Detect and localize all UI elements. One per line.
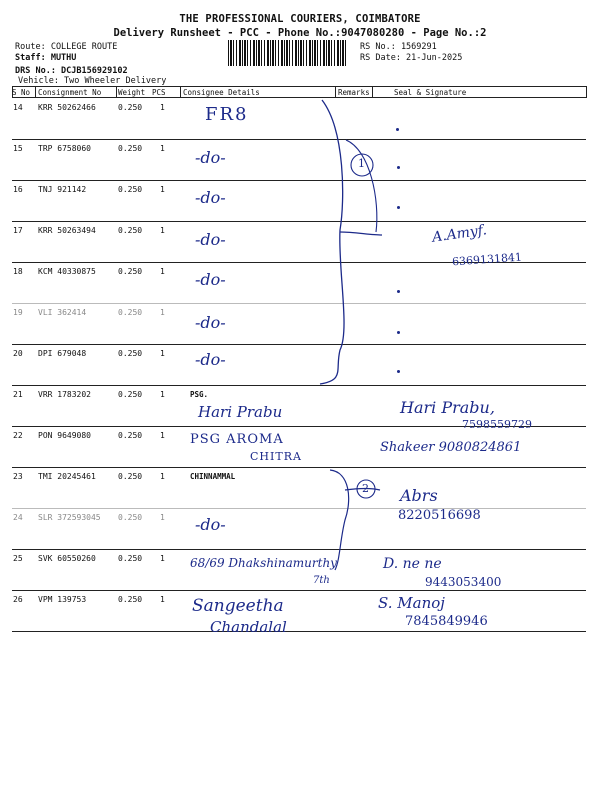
signature-row23: Abrs bbox=[400, 486, 438, 505]
row-consignment-no: DPI 679048 bbox=[38, 349, 87, 358]
consignee-handwritten: Chandalal bbox=[210, 618, 287, 636]
row-weight: 0.250 bbox=[118, 472, 143, 481]
ink-dot bbox=[397, 331, 400, 334]
consignee-typed: PSG. bbox=[190, 390, 209, 399]
ink-dot bbox=[397, 290, 400, 293]
row-pcs: 1 bbox=[160, 267, 165, 276]
row-weight: 0.250 bbox=[118, 103, 143, 112]
row-sno: 25 bbox=[13, 554, 23, 563]
route-label: Route: COLLEGE ROUTE bbox=[15, 42, 118, 52]
row-pcs: 1 bbox=[160, 431, 165, 440]
row-sno: 24 bbox=[13, 513, 23, 522]
row-weight: 0.250 bbox=[118, 308, 143, 317]
row-sno: 18 bbox=[13, 267, 23, 276]
row-consignment-no: PON 9649080 bbox=[38, 431, 91, 440]
ink-dot bbox=[397, 370, 400, 373]
drs-number: DRS No.: DCJB156929102 bbox=[15, 66, 128, 76]
row-pcs: 1 bbox=[160, 103, 165, 112]
row-consignment-no: KCM 40330875 bbox=[38, 267, 96, 276]
col-sno: S No bbox=[12, 88, 31, 97]
signature-row17: A.Amyf. bbox=[431, 222, 488, 246]
group-marker-1: 1 bbox=[358, 157, 365, 170]
row-consignment-no: TMI 20245461 bbox=[38, 472, 96, 481]
row-weight: 0.250 bbox=[118, 267, 143, 276]
row-consignment-no: KRR 50263494 bbox=[38, 226, 96, 235]
row-weight: 0.250 bbox=[118, 185, 143, 194]
row-pcs: 1 bbox=[160, 144, 165, 153]
row-pcs: 1 bbox=[160, 390, 165, 399]
row-pcs: 1 bbox=[160, 349, 165, 358]
col-seal-signature: Seal & Signature bbox=[394, 88, 467, 97]
phone-row25: 9443053400 bbox=[425, 575, 502, 589]
col-weight: Weight bbox=[118, 88, 146, 97]
row-pcs: 1 bbox=[160, 513, 165, 522]
consignee-handwritten: PSG AROMA bbox=[190, 432, 284, 447]
col-pcs: PCS bbox=[152, 88, 166, 97]
signature-row25: D. ne ne bbox=[383, 556, 442, 572]
row-sno: 14 bbox=[13, 103, 23, 112]
consignee-handwritten: Sangeetha bbox=[192, 596, 284, 616]
phone-row23: 8220516698 bbox=[398, 508, 481, 523]
handwritten-ditto: -do- bbox=[195, 515, 226, 534]
consignee-handwritten: 7th bbox=[313, 575, 330, 586]
row-weight: 0.250 bbox=[118, 595, 143, 604]
row-pcs: 1 bbox=[160, 185, 165, 194]
signature-row21: Hari Prabu, bbox=[400, 398, 495, 417]
row-sno: 16 bbox=[13, 185, 23, 194]
runsheet-title: THE PROFESSIONAL COURIERS, COIMBATORE bbox=[179, 13, 421, 25]
row-pcs: 1 bbox=[160, 472, 165, 481]
col-consignment: Consignment No bbox=[38, 88, 102, 97]
handwritten-ditto: -do- bbox=[195, 270, 226, 289]
handwritten-ditto: -do- bbox=[195, 313, 226, 332]
row-consignment-no: TRP 6758060 bbox=[38, 144, 91, 153]
row-weight: 0.250 bbox=[118, 349, 143, 358]
row-consignment-no: SVK 60550260 bbox=[38, 554, 96, 563]
row-sno: 22 bbox=[13, 431, 23, 440]
consignee-handwritten: Hari Prabu bbox=[198, 403, 283, 421]
signature-row22: Shakeer 9080824861 bbox=[380, 440, 522, 455]
staff-label: Staff: MUTHU bbox=[15, 53, 77, 63]
row-weight: 0.250 bbox=[118, 144, 143, 153]
row-weight: 0.250 bbox=[118, 226, 143, 235]
row-consignment-no: VLI 362414 bbox=[38, 308, 87, 317]
handwritten-ditto: -do- bbox=[195, 230, 226, 249]
row-weight: 0.250 bbox=[118, 513, 143, 522]
group-marker-2: 2 bbox=[362, 482, 369, 495]
col-consignee: Consignee Details bbox=[183, 88, 260, 97]
col-remarks: Remarks bbox=[338, 88, 370, 97]
phone-row21: 7598559729 bbox=[462, 418, 532, 431]
row-weight: 0.250 bbox=[118, 554, 143, 563]
row-pcs: 1 bbox=[160, 308, 165, 317]
row-consignment-no: VPM 139753 bbox=[38, 595, 87, 604]
handwritten-fr8: FR8 bbox=[205, 104, 249, 125]
vehicle-label: Vehicle: Two Wheeler Delivery bbox=[18, 76, 167, 86]
consignee-typed: CHINNAMMAL bbox=[190, 472, 236, 481]
signature-row26: S. Manoj bbox=[378, 594, 445, 612]
row-sno: 26 bbox=[13, 595, 23, 604]
row-sno: 23 bbox=[13, 472, 23, 481]
consignee-handwritten: CHITRA bbox=[250, 450, 302, 463]
ink-dot bbox=[397, 206, 400, 209]
row-pcs: 1 bbox=[160, 595, 165, 604]
phone-row17: 6369131841 bbox=[451, 250, 523, 269]
phone-row26: 7845849946 bbox=[405, 614, 488, 629]
row-consignment-no: SLR 372593045 bbox=[38, 513, 101, 522]
handwritten-ditto: -do- bbox=[195, 148, 226, 167]
rs-date: RS Date: 21-Jun-2025 bbox=[360, 53, 463, 63]
row-sno: 20 bbox=[13, 349, 23, 358]
row-weight: 0.250 bbox=[118, 390, 143, 399]
handwritten-ditto: -do- bbox=[195, 188, 226, 207]
rs-number: RS No.: 1569291 bbox=[360, 42, 437, 52]
row-consignment-no: KRR 50262466 bbox=[38, 103, 96, 112]
ink-dot bbox=[397, 166, 400, 169]
row-sno: 17 bbox=[13, 226, 23, 235]
row-sno: 19 bbox=[13, 308, 23, 317]
runsheet-subtitle: Delivery Runsheet - PCC - Phone No.:9047080280 - Page No.:2 bbox=[113, 27, 487, 39]
consignee-handwritten: 68/69 Dhakshinamurthy bbox=[190, 556, 337, 570]
ink-dot bbox=[396, 128, 399, 131]
row-sno: 15 bbox=[13, 144, 23, 153]
handwritten-ditto: -do- bbox=[195, 350, 226, 369]
row-weight: 0.250 bbox=[118, 431, 143, 440]
row-pcs: 1 bbox=[160, 554, 165, 563]
row-consignment-no: TNJ 921142 bbox=[38, 185, 87, 194]
row-pcs: 1 bbox=[160, 226, 165, 235]
row-sno: 21 bbox=[13, 390, 23, 399]
row-consignment-no: VRR 1783202 bbox=[38, 390, 91, 399]
